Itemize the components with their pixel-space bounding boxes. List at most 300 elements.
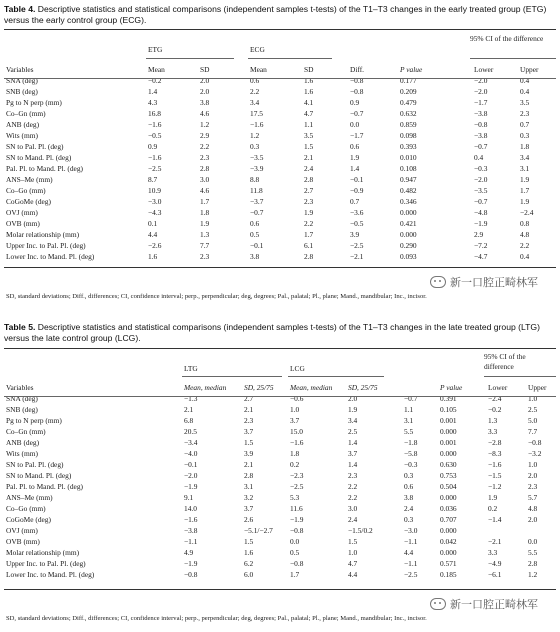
table4-cell-ci-lower: −0.8 (474, 120, 488, 129)
table5-cell-g2-mean: −2.3 (290, 471, 304, 480)
table4-cell-g1-mean: −0.2 (148, 76, 162, 85)
table4-caption-label: Table 4. (4, 4, 36, 14)
watermark-2-text: 新一口腔正畸林军 (450, 598, 538, 611)
table4-cell-ci-upper: 3.5 (520, 98, 530, 107)
table4-ci-header: 95% CI of the difference (470, 34, 544, 43)
table5-cell-variable: OVJ (mm) (6, 526, 38, 535)
table4-cell-ci-upper: 0.4 (520, 252, 530, 261)
table4-cell-g1-sd: 2.9 (200, 131, 210, 140)
table4-cell-p-value: 0.209 (400, 87, 417, 96)
table4-cell-g1-sd: 1.7 (200, 197, 210, 206)
watermark-1 (430, 274, 538, 290)
table4-cell-g2-mean: −3.5 (250, 153, 264, 162)
table4-cell-g1-mean: 4.3 (148, 98, 158, 107)
table4-cell-p-value: 0.479 (400, 98, 417, 107)
table5-cell-g2-mean: 5.3 (290, 493, 300, 502)
table5-ci-header-2: difference (484, 362, 514, 371)
table5-row (4, 426, 556, 437)
table5-cell-ci-lower: −2.4 (488, 394, 502, 403)
table5-cell-diff: −2.5 (404, 570, 418, 579)
table5-cell-g1-mean: −1.9 (184, 482, 198, 491)
table4-cell-diff: −1.7 (350, 131, 364, 140)
table4-cell-variable: OVJ (mm) (6, 208, 38, 217)
table5-cell-g2-sd: 4.7 (348, 559, 358, 568)
table5-cell-variable: Pal. Pl. to Mand. Pl. (deg) (6, 482, 83, 491)
table4-cell-ci-upper: 0.4 (520, 87, 530, 96)
table4-cell-g1-mean: 1.6 (148, 252, 158, 261)
table4-cell-variable: ANB (deg) (6, 120, 40, 129)
table4-col-lower: Lower (474, 65, 494, 74)
table4-cell-diff: −0.1 (350, 175, 364, 184)
table5-row (4, 558, 556, 569)
table4-cell-g1-mean: −2.6 (148, 241, 162, 250)
table5-cell-g1-mean: 14.0 (184, 504, 197, 513)
table5-row (4, 448, 556, 459)
table5-cell-g2-mean: 3.7 (290, 416, 300, 425)
table4-cell-p-value: 0.393 (400, 142, 417, 151)
table4-cell-diff: −0.7 (350, 109, 364, 118)
table5-cell-ci-lower (486, 525, 526, 536)
table4-cell-p-value: 0.108 (400, 164, 417, 173)
table4-cell-g1-mean: 0.9 (148, 142, 158, 151)
table5-cell-p-value: 0.000 (440, 526, 457, 535)
table5-cell-p-value: 0.185 (440, 570, 457, 579)
table4-cell-diff: −0.8 (350, 76, 364, 85)
table4-row (4, 130, 556, 141)
table5-col-upper: Upper (528, 383, 547, 392)
table4-header-rule (4, 78, 556, 79)
table4-row (4, 229, 556, 240)
table4-cell-g2-mean: 8.8 (250, 175, 260, 184)
table5-cell-ci-lower: 3.3 (488, 427, 498, 436)
table5-cell-g2-sd: 1.4 (348, 438, 358, 447)
table4-cell-ci-lower: −2.0 (474, 76, 488, 85)
table4-cell-diff: 0.6 (350, 142, 360, 151)
table5-row (4, 492, 556, 503)
table5-cell-g1-mean: 9.1 (184, 493, 194, 502)
table5-cell-g1-sd: 1.6 (244, 548, 254, 557)
table5-cell-g1-sd: 6.2 (244, 559, 254, 568)
table5-cell-g2-mean: 1.0 (290, 405, 300, 414)
table4-cell-ci-upper: 4.8 (520, 230, 530, 239)
table4-top-rule (4, 29, 556, 30)
table4-cell-g1-mean: 0.1 (148, 219, 158, 228)
table5-cell-variable: Co–Go (mm) (6, 504, 46, 513)
table4-cell-g2-mean: −3.9 (250, 164, 264, 173)
table5-cell-ci-upper: 5.0 (528, 416, 538, 425)
table4-cell-g2-sd: 1.1 (304, 120, 314, 129)
table4-row (4, 152, 556, 163)
table4-row (4, 174, 556, 185)
table5-cell-g2-sd: −1.5/0.2 (348, 526, 373, 535)
table4-cell-ci-upper: 1.9 (520, 175, 530, 184)
table5-cell-ci-upper: 5.5 (528, 548, 538, 557)
table4-cell-g1-sd: 1.2 (200, 120, 210, 129)
table4-col-variables: Variables (6, 65, 34, 74)
table5-cell-diff: 2.4 (404, 504, 414, 513)
table4-cell-g2-mean: 0.5 (250, 230, 260, 239)
table4-cell-ci-lower: −3.8 (474, 109, 488, 118)
table5-cell-g1-sd: 3.1 (244, 482, 254, 491)
table4-row (4, 185, 556, 196)
table5-cell-p-value: 0.391 (440, 394, 457, 403)
table4-bottom-rule (4, 267, 556, 268)
table4-cell-ci-lower: −4.7 (474, 252, 488, 261)
table4-cell-variable: Pal. Pl. to Mand. Pl. (deg) (6, 164, 83, 173)
table4-group-ecg: ECG (250, 45, 265, 54)
table5-row (4, 393, 556, 404)
table5-cell-g1-sd: −5.1/−2.7 (244, 526, 273, 535)
table5-ci-header-1: 95% CI of the (484, 352, 526, 361)
table5-caption (4, 322, 556, 344)
table4-cell-variable: Lower Inc. to Mand. Pl. (deg) (6, 252, 95, 261)
watermark-1-text: 新一口腔正畸林军 (450, 276, 538, 289)
table4-cell-ci-upper: 2.3 (520, 109, 530, 118)
table5-cell-g1-mean: 6.8 (184, 416, 194, 425)
table5-cell-variable: SNB (deg) (6, 405, 38, 414)
table5-cell-ci-upper: 2.8 (528, 559, 538, 568)
table5-cell-ci-upper: 4.8 (528, 504, 538, 513)
table4-cell-g1-mean: −3.0 (148, 197, 162, 206)
table4-row (4, 207, 556, 218)
table4-cell-p-value: 0.859 (400, 120, 417, 129)
table4-cell-g2-sd: 2.7 (304, 186, 314, 195)
table5-cell-p-value: 0.001 (440, 438, 457, 447)
table5-row (4, 547, 556, 558)
table5-cell-ci-upper: 0.0 (528, 537, 538, 546)
table4-row (4, 141, 556, 152)
table5-cell-variable: ANS–Me (mm) (6, 493, 53, 502)
table4-cell-g1-sd: 1.9 (200, 219, 210, 228)
table5-cell-ci-upper: 7.7 (528, 427, 538, 436)
table4-cell-g1-sd: 4.6 (200, 186, 210, 195)
table5-cell-ci-lower: −2.1 (488, 537, 502, 546)
table5-ci-rule (484, 376, 556, 377)
table4-cell-g2-mean: 3.8 (250, 252, 260, 261)
table5-cell-p-value: 0.001 (440, 416, 457, 425)
table4-header-row (4, 64, 556, 75)
table4-cell-g2-sd: 1.7 (304, 230, 314, 239)
table5-cell-ci-upper: 2.3 (528, 482, 538, 491)
table4-cell-g2-sd: 1.9 (304, 208, 314, 217)
table5-cell-ci-upper: 5.7 (528, 493, 538, 502)
table5-cell-g2-sd: 2.0 (348, 394, 358, 403)
table4-caption (4, 4, 556, 26)
table4-cell-diff: 1.4 (350, 164, 360, 173)
table5-cell-ci-lower: 3.3 (488, 548, 498, 557)
table5-cell-ci-lower: −1.6 (488, 460, 502, 469)
table4-caption-text: Descriptive statistics and statistical comparisons (independent samples t-tests) of the T1–T3 changes in the early treated group (ETG) versus the early control group (ECG). (4, 4, 547, 25)
table5-cell-diff: 1.1 (404, 405, 414, 414)
table5-cell-variable: Molar relationship (mm) (6, 548, 80, 557)
table5-cell-ci-lower: −8.3 (488, 449, 502, 458)
table4-cell-g2-sd: 2.8 (304, 252, 314, 261)
table4-cell-g2-mean: −1.6 (250, 120, 264, 129)
wechat-icon (430, 276, 446, 288)
table4-cell-diff: 1.9 (350, 153, 360, 162)
table4-row (4, 97, 556, 108)
table5-cell-variable: SN to Mand. Pl. (deg) (6, 471, 72, 480)
table5-cell-g2-mean: 0.0 (290, 537, 300, 546)
table4-cell-g1-sd: 2.3 (200, 252, 210, 261)
table5-cell-g1-sd: 3.2 (244, 493, 254, 502)
table5-cell-p-value: 0.630 (440, 460, 457, 469)
table5-col-p: P value (440, 383, 463, 392)
table4-footnote: SD, standard deviations; Diff., differences; CI, confidence interval; perp., perpendicular; deg, degrees; Pal., palatal; Pl., plane; Mand., mandibular; Inc., incisor. (6, 293, 427, 300)
table5-cell-g2-sd: 2.5 (348, 427, 358, 436)
table5-caption-label: Table 5. (4, 322, 36, 332)
table4-cell-g1-mean: −2.5 (148, 164, 162, 173)
table4-cell-g2-sd: 1.6 (304, 76, 314, 85)
table4-cell-p-value: 0.632 (400, 109, 417, 118)
table4-cell-ci-upper: 0.7 (520, 120, 530, 129)
table4-cell-variable: SN to Mand. Pl. (deg) (6, 153, 72, 162)
table4-cell-diff: −0.5 (350, 219, 364, 228)
table5-caption-text: Descriptive statistics and statistical comparisons (independent samples t-tests) of the T1–T3 changes in the late treated group (LTG) versus the late control group (LCG). (4, 322, 540, 343)
table4-col-diff: Diff. (350, 65, 365, 74)
table5-cell-ci-lower: 0.2 (488, 504, 498, 513)
table4-cell-ci-lower: −7.2 (474, 241, 488, 250)
table5-lcg-rule (288, 376, 384, 377)
table5-cell-diff: −0.3 (404, 460, 418, 469)
table4-col-upper: Upper (520, 65, 539, 74)
table4-col-etg-mean: Mean (148, 65, 165, 74)
table5-cell-p-value: 0.504 (440, 482, 457, 491)
table5-cell-g2-sd: 3.0 (348, 504, 358, 513)
table5-cell-diff: −1.1 (404, 559, 418, 568)
table4-cell-g2-mean: 17.5 (250, 109, 263, 118)
table4-cell-ci-lower: −3.8 (474, 131, 488, 140)
table5-cell-g2-mean: 0.5 (290, 548, 300, 557)
table4-cell-variable: Pg to N perp (mm) (6, 98, 62, 107)
table5-cell-g1-sd: 2.7 (244, 394, 254, 403)
table5-cell-g1-mean: −3.8 (184, 526, 198, 535)
table4-cell-g2-sd: 6.1 (304, 241, 314, 250)
table4-cell-p-value: 0.177 (400, 76, 417, 85)
table4-cell-variable: Co–Gn (mm) (6, 109, 46, 118)
table5-cell-g1-sd: 2.6 (244, 515, 254, 524)
table4-cell-p-value: 0.482 (400, 186, 417, 195)
table4-row (4, 240, 556, 251)
table4-cell-ci-lower: −0.7 (474, 197, 488, 206)
table4-cell-ci-upper: 1.7 (520, 186, 530, 195)
table5-row (4, 503, 556, 514)
table5-cell-diff: −0.7 (404, 394, 418, 403)
table4-cell-ci-lower: −3.5 (474, 186, 488, 195)
table4-col-ecg-mean: Mean (250, 65, 267, 74)
table5-cell-ci-upper: 2.5 (528, 405, 538, 414)
table4-cell-ci-upper: 0.8 (520, 219, 530, 228)
table5-row (4, 569, 556, 580)
table5-cell-g1-mean: −1.3 (184, 394, 198, 403)
wechat-icon (430, 598, 446, 610)
table4-cell-g1-mean: 1.4 (148, 87, 158, 96)
table4-cell-g1-sd: 3.8 (200, 98, 210, 107)
table5-row (4, 415, 556, 426)
table5-cell-g1-sd: 2.1 (244, 405, 254, 414)
table4-cell-ci-lower: −4.8 (474, 208, 488, 217)
table5-cell-p-value: 0.000 (440, 493, 457, 502)
table4-cell-g2-mean: 0.6 (250, 76, 260, 85)
table4-cell-ci-lower: 0.4 (474, 153, 484, 162)
table4-cell-variable: SNB (deg) (6, 87, 38, 96)
table4-cell-p-value: 0.093 (400, 252, 417, 261)
table4-cell-g2-sd: 1.5 (304, 142, 314, 151)
table4-cell-diff: 0.7 (350, 197, 360, 206)
table5-cell-ci-lower: −1.2 (488, 482, 502, 491)
table4-cell-g2-sd: 2.8 (304, 175, 314, 184)
table5-cell-g2-sd: 1.4 (348, 460, 358, 469)
table4-cell-ci-lower: 2.9 (474, 230, 484, 239)
table4-cell-p-value: 0.947 (400, 175, 417, 184)
table4-cell-variable: Wits (mm) (6, 131, 38, 140)
table5-col-lower: Lower (488, 383, 508, 392)
table4-cell-g1-mean: 16.8 (148, 109, 161, 118)
table4-cell-g1-sd: 2.0 (200, 87, 210, 96)
table5-cell-ci-lower: −4.9 (488, 559, 502, 568)
table4-col-ecg-sd: SD (304, 65, 314, 74)
table5-header-rule (4, 396, 556, 397)
table5-cell-g2-mean: 11.6 (290, 504, 303, 513)
table4-cell-ci-lower: −1.7 (474, 98, 488, 107)
table4-cell-ci-lower: −0.3 (474, 164, 488, 173)
table5-cell-g1-sd: 1.5 (244, 537, 254, 546)
table5-cell-diff: 3.8 (404, 493, 414, 502)
table4-cell-g1-mean: 8.7 (148, 175, 158, 184)
table5-cell-g1-mean: −1.1 (184, 537, 198, 546)
table4-cell-g2-mean: 2.2 (250, 87, 260, 96)
table5-cell-ci-lower: −1.5 (488, 471, 502, 480)
table5-cell-g2-mean: 15.0 (290, 427, 303, 436)
table4-cell-g1-mean: −0.5 (148, 131, 162, 140)
table5-body (4, 393, 556, 580)
table5-col-lcg-sd: SD, 25/75 (348, 383, 378, 392)
table4-cell-g1-mean: −1.6 (148, 153, 162, 162)
table5-cell-diff: 5.5 (404, 427, 414, 436)
table5-cell-ci-lower: −6.1 (488, 570, 502, 579)
table5-cell-diff: −1.1 (404, 537, 418, 546)
table4-cell-ci-upper: −2.4 (520, 208, 534, 217)
table5-cell-variable: Wits (mm) (6, 449, 38, 458)
table4-row (4, 86, 556, 97)
table5-cell-ci-upper: 2.0 (528, 515, 538, 524)
table5-cell-g2-mean: 0.2 (290, 460, 300, 469)
table5-row (4, 536, 556, 547)
watermark-2 (430, 596, 538, 612)
table5-cell-g2-sd: 2.2 (348, 482, 358, 491)
table4-cell-p-value: 0.000 (400, 208, 417, 217)
table5-col-variables: Variables (6, 383, 34, 392)
table5-cell-variable: CoGoMe (deg) (6, 515, 51, 524)
table5-cell-g2-sd: 2.3 (348, 471, 358, 480)
table5-cell-variable: Lower Inc. to Mand. Pl. (deg) (6, 570, 95, 579)
table5-cell-g1-mean: 2.1 (184, 405, 194, 414)
table5-bottom-rule (4, 589, 556, 590)
table4-cell-g2-mean: −0.7 (250, 208, 264, 217)
table5-row (4, 514, 556, 525)
table5-cell-g1-sd: 3.9 (244, 449, 254, 458)
table4-ecg-rule (248, 58, 332, 59)
table4-cell-g1-sd: 4.6 (200, 109, 210, 118)
table5-cell-ci-lower: −1.4 (488, 515, 502, 524)
table4-cell-g2-sd: 2.2 (304, 219, 314, 228)
table4-cell-ci-lower: −2.0 (474, 87, 488, 96)
table5-cell-diff: 0.3 (404, 471, 414, 480)
table5-col-lcg-mean: Mean, median (290, 383, 333, 392)
table4-cell-g2-mean: 3.4 (250, 98, 260, 107)
table4-cell-ci-lower: −2.0 (474, 175, 488, 184)
table4-cell-p-value: 0.346 (400, 197, 417, 206)
table4-cell-diff: −3.6 (350, 208, 364, 217)
table4-cell-g1-sd: 1.8 (200, 208, 210, 217)
table4-cell-g2-mean: −3.7 (250, 197, 264, 206)
table5-cell-g2-sd: 1.5 (348, 537, 358, 546)
table5-cell-g1-sd: 2.8 (244, 471, 254, 480)
table5-cell-g1-mean: −1.9 (184, 559, 198, 568)
table4-cell-variable: ANS–Me (mm) (6, 175, 53, 184)
table5-cell-ci-upper: 2.0 (528, 471, 538, 480)
table4-cell-g2-sd: 2.1 (304, 153, 314, 162)
table5-ltg-rule (182, 376, 282, 377)
table5-cell-variable: SNA (deg) (6, 394, 38, 403)
table5-cell-ci-upper: −0.8 (528, 438, 542, 447)
table4-cell-g2-mean: −0.1 (250, 241, 264, 250)
table4-cell-diff: 3.9 (350, 230, 360, 239)
table4-cell-g1-sd: 3.0 (200, 175, 210, 184)
table5-cell-p-value: 0.042 (440, 537, 457, 546)
table5-cell-g1-sd: 2.1 (244, 460, 254, 469)
table5-col-ltg-sd: SD, 25/75 (244, 383, 274, 392)
table5-group-lcg: LCG (290, 364, 305, 373)
table5-cell-diff: −3.0 (404, 526, 418, 535)
table5-cell-g1-mean: −4.0 (184, 449, 198, 458)
table5-row (4, 404, 556, 415)
table5-cell-diff: −1.8 (404, 438, 418, 447)
table5-row (4, 459, 556, 470)
table5-cell-p-value: 0.036 (440, 504, 457, 513)
table5-cell-ci-upper: 1.0 (528, 394, 538, 403)
table4-cell-ci-upper: 1.9 (520, 197, 530, 206)
table4-cell-g1-mean: −1.6 (148, 120, 162, 129)
table4-cell-ci-upper: 0.4 (520, 76, 530, 85)
table4-row (4, 196, 556, 207)
table5-cell-variable: OVB (mm) (6, 537, 40, 546)
table5-cell-ci-upper: 1.0 (528, 460, 538, 469)
table4-cell-diff: −2.1 (350, 252, 364, 261)
table4-row (4, 218, 556, 229)
table5-cell-variable: Upper Inc. to Pal. Pl. (deg) (6, 559, 86, 568)
table5-cell-g1-mean: −0.8 (184, 570, 198, 579)
table4-cell-g1-mean: −4.3 (148, 208, 162, 217)
table4-cell-diff: −0.9 (350, 186, 364, 195)
table4-cell-diff: −0.8 (350, 87, 364, 96)
table4-cell-variable: Molar relationship (mm) (6, 230, 80, 239)
table5-cell-variable: Co–Gn (mm) (6, 427, 46, 436)
table5 (4, 382, 556, 580)
table5-cell-g1-sd: 3.7 (244, 504, 254, 513)
table5-cell-g2-sd: 1.9 (348, 405, 358, 414)
table5-cell-g2-mean: −0.8 (290, 559, 304, 568)
table5-row (4, 481, 556, 492)
table4-row (4, 119, 556, 130)
table5-cell-variable: SN to Pal. Pl. (deg) (6, 460, 64, 469)
table4-cell-variable: Co–Go (mm) (6, 186, 46, 195)
table4-row (4, 163, 556, 174)
table5-cell-p-value: 0.000 (440, 449, 457, 458)
table5-cell-ci-upper (526, 525, 556, 536)
table4-cell-g2-sd: 4.7 (304, 109, 314, 118)
table4-row (4, 75, 556, 86)
